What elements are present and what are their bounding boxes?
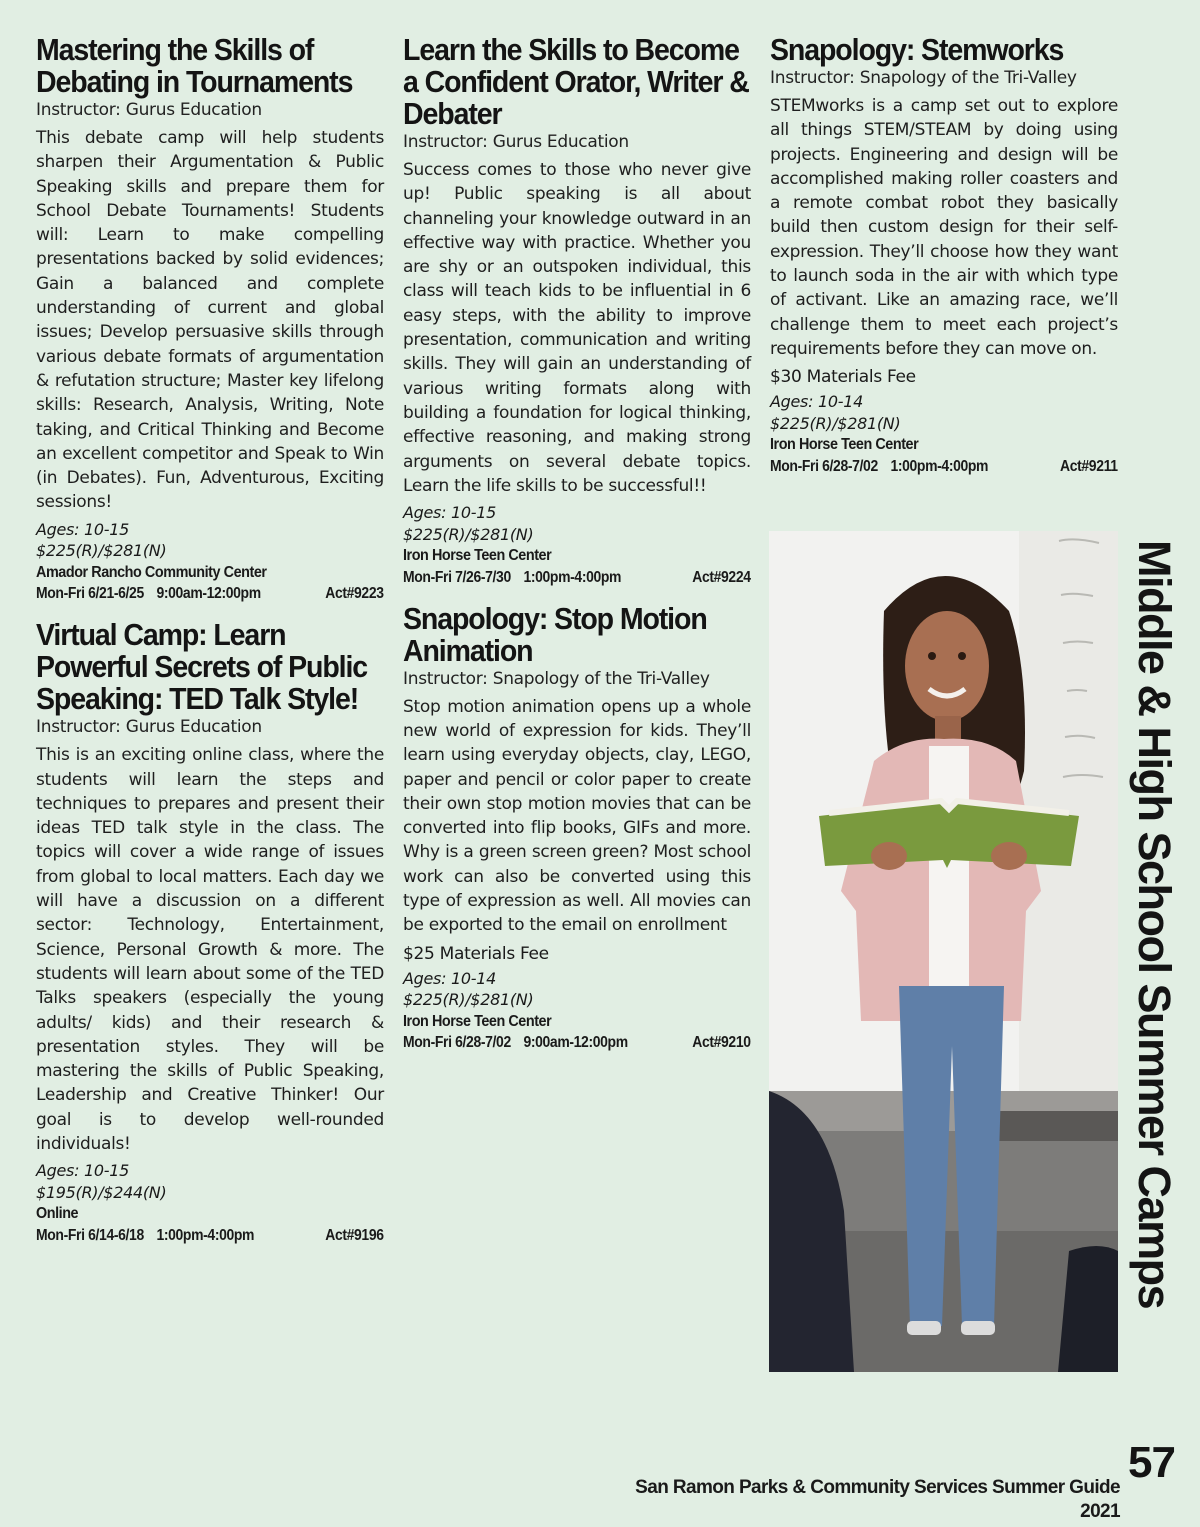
- course-title: Mastering the Skills of Debating in Tournaments: [36, 32, 353, 99]
- course-days: Mon-Fri 6/21-6/25: [36, 585, 144, 603]
- course-days: Mon-Fri 6/28-7/02: [403, 1034, 511, 1052]
- course-description: This is an exciting online class, where the students will learn the steps and techniques to prepares and present their ideas TED talk style in the class. The topics will cover a wide range of issues from global to local matters. Each day we will have a discussion on a different sector: Technology, Entertainment, Science, Personal Growth & more. The students will learn about some of the TED Talks speakers (especially the young adults/ kids) and their research & presentation styles. They will be mastering the skills of Public Speaking, Leadership and Creative Thinker! Our goal is to develop well-rounded individuals!: [36, 745, 384, 1154]
- course-activity-number: Act#9211: [1060, 457, 1118, 475]
- course-price: $225(R)/$281(N): [36, 541, 167, 561]
- course-location: Amador Rancho Community Center: [36, 563, 267, 581]
- course-price: $225(R)/$281(N): [403, 524, 534, 544]
- page-number: 57: [1128, 1438, 1175, 1487]
- course-time: 1:00pm-4:00pm: [156, 1226, 255, 1244]
- course-time: 9:00am-12:00pm: [156, 585, 261, 603]
- course-schedule: [36, 583, 384, 605]
- course-title: Learn the Skills to Become a Confident Orator, Writer & Debater: [403, 32, 749, 131]
- course-schedule: [403, 567, 751, 589]
- course-confident-orator: [403, 34, 751, 589]
- course-stemworks: [770, 34, 1118, 478]
- course-ages: Ages: 10-14: [770, 392, 863, 412]
- course-days: Mon-Fri 7/26-7/30: [403, 568, 511, 586]
- course-instructor: Instructor: Snapology of the Tri-Valley: [770, 68, 1077, 88]
- student-reading-photo: [769, 531, 1118, 1372]
- course-location: Iron Horse Teen Center: [770, 436, 919, 454]
- course-activity-number: Act#9196: [325, 1226, 384, 1244]
- course-time: 1:00pm-4:00pm: [523, 568, 622, 586]
- course-description: This debate camp will help students sharpen their Argumentation & Public Speaking skills and prepare them for School Debate Tournaments! Students will: Learn to make compelling presentations backed by solid evidences; Gain a balanced and complete understanding of current and global issues; Develop persuasive skills through various debate formats of argumentation & refutation structure; Master key lifelong skills: Research, Analysis, Writing, Note taking, and Critical Thinking and Become an excellent competitor and Speak to Win (in Debates). Fun, Adventurous, Exciting sessions!: [36, 128, 384, 513]
- course-days: Mon-Fri 6/14-6/18: [36, 1226, 144, 1244]
- course-schedule: [403, 1032, 751, 1054]
- section-label-text: Middle & High School Summer Camps: [1129, 540, 1180, 1309]
- column-left: [36, 34, 384, 1261]
- course-time: 9:00am-12:00pm: [523, 1034, 628, 1052]
- course-location: Iron Horse Teen Center: [403, 547, 552, 565]
- course-description: Stop motion animation opens up a whole new world of expression for kids. They’ll learn using everyday objects, clay, LEGO, paper and pencil or color paper to create their own stop motion movies that can be converted into flip books, GIFs and more. Why is a green screen green? Most school work can also be converted using this type of expression as well. All movies can be exported to the email on enrollment: [403, 696, 751, 936]
- course-description: STEMworks is a camp set out to explore all things STEM/STEAM by doing using projects. Engineering and design will be accomplished making roller coasters and a remote combat robot they basically build then custom design for their self-expression. They’ll choose how they want to launch soda in the air with which type of activant. Like an amazing race, we’ll challenge them to meet each project’s requirements before they can move on.: [770, 96, 1118, 359]
- course-ages: Ages: 10-15: [403, 503, 496, 523]
- section-label-vertical: [1124, 540, 1184, 1370]
- course-debating-tournaments: [36, 34, 384, 605]
- course-stop-motion: [403, 600, 751, 1054]
- course-materials-fee: $30 Materials Fee: [770, 367, 916, 388]
- course-price: $195(R)/$244(N): [36, 1182, 167, 1202]
- course-location: Iron Horse Teen Center: [403, 1012, 552, 1030]
- course-activity-number: Act#9224: [692, 568, 751, 586]
- student-illustration: [769, 531, 1118, 1372]
- course-price: $225(R)/$281(N): [770, 413, 901, 433]
- course-days: Mon-Fri 6/28-7/02: [770, 457, 878, 475]
- course-ages: Ages: 10-14: [403, 968, 496, 988]
- course-title: Snapology: Stop Motion Animation: [403, 600, 707, 668]
- course-description: Success comes to those who never give up! Public speaking is all about channeling your knowledge outward in an effective way with practice. Whether you are shy or an outspoken individual, this class will teach kids to be influential in 6 easy steps, with the ability to improve presentation, communication and writing skills. They will gain an understanding of various writing formats along with building a foundation for logical thinking, effective reasoning, and making strong arguments on several debate topics. Learn the life skills to be successful!!: [403, 160, 751, 496]
- course-instructor: Instructor: Gurus Education: [36, 100, 262, 120]
- course-instructor: Instructor: Snapology of the Tri-Valley: [403, 668, 710, 689]
- course-schedule: [770, 456, 1118, 478]
- course-time: 1:00pm-4:00pm: [890, 457, 989, 475]
- course-ages: Ages: 10-15: [36, 1161, 129, 1181]
- course-title: Virtual Camp: Learn Powerful Secrets of Public Speaking: TED Talk Style!: [36, 617, 368, 717]
- course-instructor: Instructor: Gurus Education: [403, 132, 629, 152]
- course-location: Online: [36, 1205, 79, 1223]
- course-instructor: Instructor: Gurus Education: [36, 717, 262, 738]
- course-price: $225(R)/$281(N): [403, 990, 534, 1010]
- course-title: Snapology: Stemworks: [770, 32, 1064, 67]
- course-schedule: [36, 1225, 384, 1247]
- course-activity-number: Act#9210: [692, 1034, 751, 1052]
- course-materials-fee: $25 Materials Fee: [403, 943, 549, 964]
- column-middle: [403, 34, 751, 1068]
- course-ages: Ages: 10-15: [36, 519, 129, 539]
- course-activity-number: Act#9223: [325, 585, 384, 603]
- course-virtual-ted-talk: [36, 619, 384, 1247]
- footer-publication: San Ramon Parks & Community Services Summer Guide 2021: [635, 1477, 1120, 1522]
- column-right: [770, 34, 1118, 492]
